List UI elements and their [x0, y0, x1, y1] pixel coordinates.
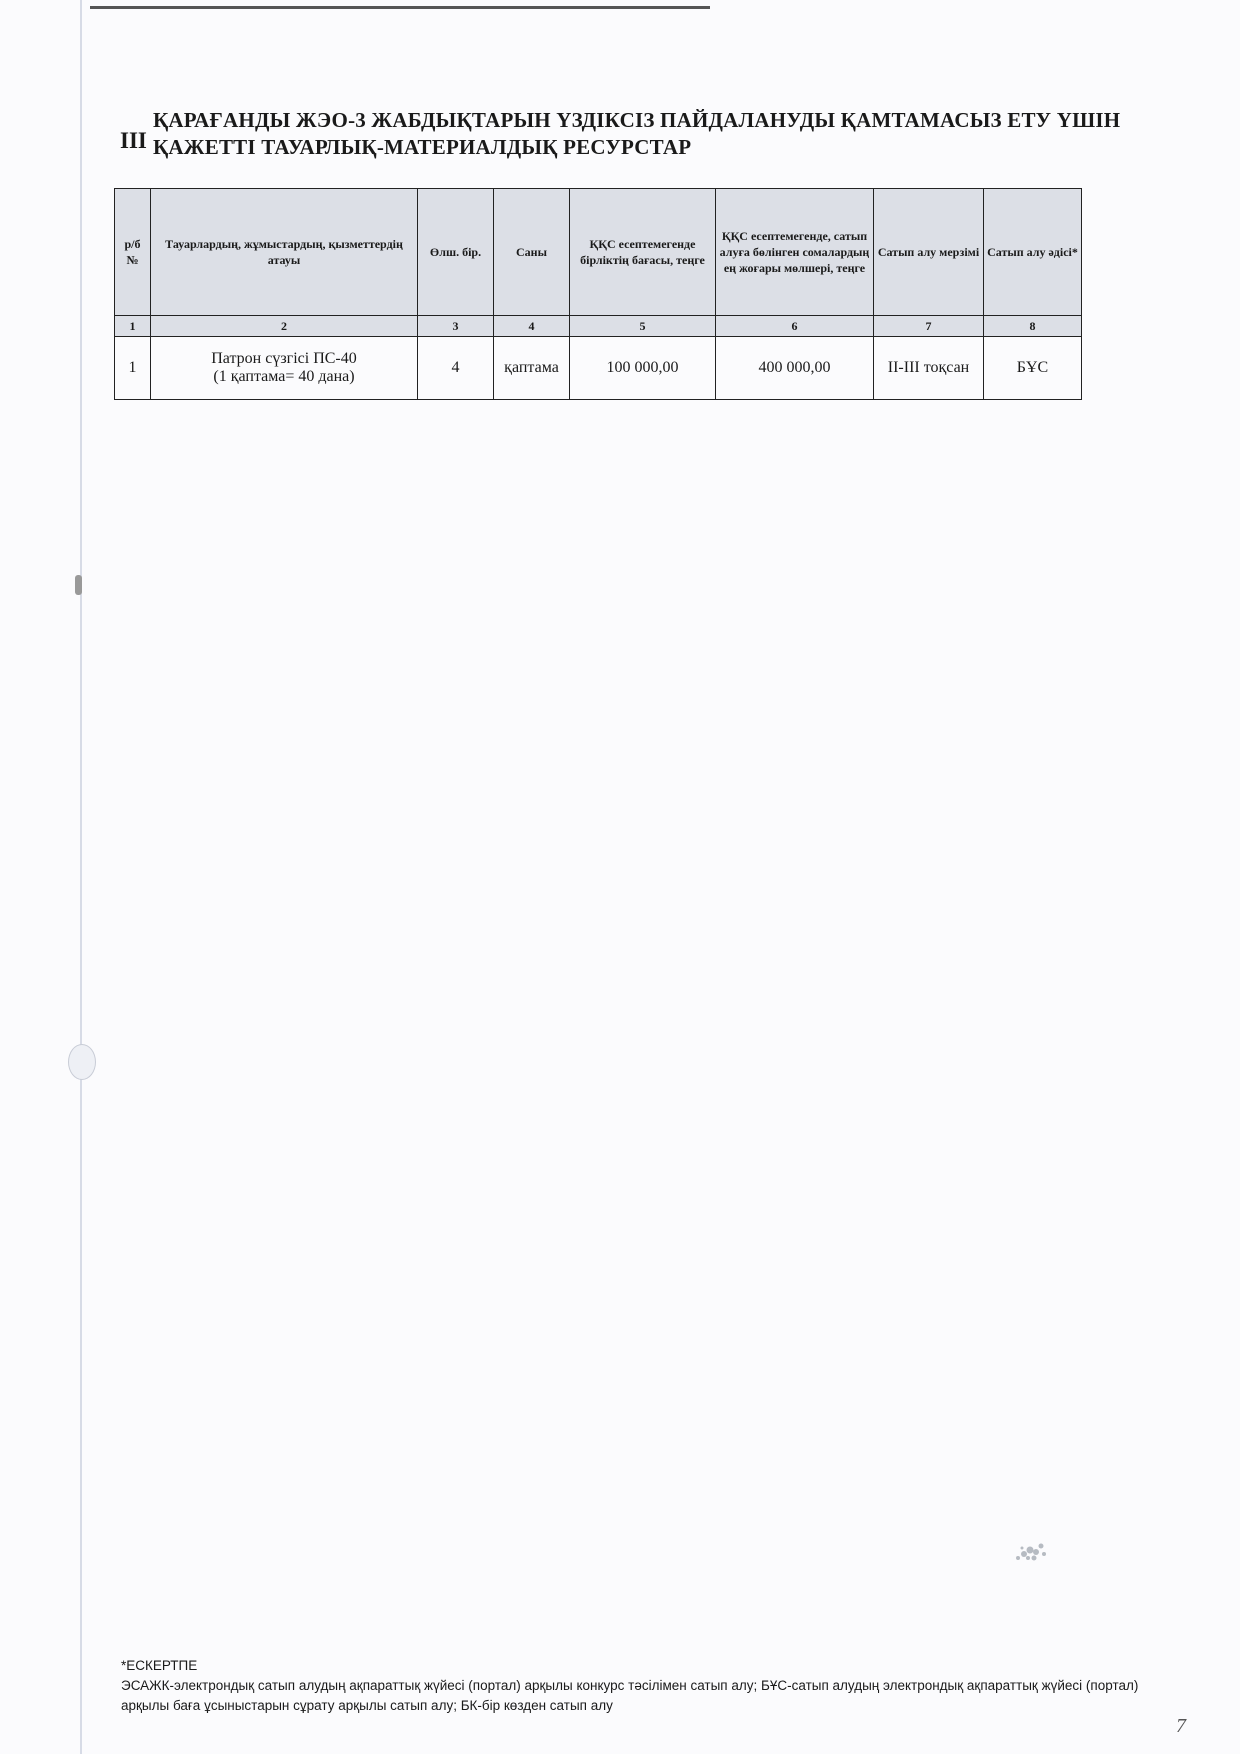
row-unit: 4: [418, 337, 494, 400]
column-number: 1: [115, 316, 151, 337]
table-row: [115, 337, 1082, 400]
item-name: Патрон сүзгісі ПС-40: [211, 350, 357, 367]
row-period: II-III тоқсан: [874, 337, 984, 400]
footnote-title: *ЕСКЕРТПЕ: [121, 1658, 198, 1673]
footnote: [121, 1656, 1141, 1716]
ink-smudge: [1008, 1536, 1052, 1566]
section-number: III: [120, 128, 147, 153]
column-number: 5: [570, 316, 716, 337]
title-line-1: ҚАРАҒАНДЫ ЖЭО-3 ЖАБДЫҚТАРЫН ҮЗДІКСІЗ ПАЙДАЛАНУДЫ ҚАМТАМАСЫЗ ЕТУ ҮШІН: [153, 108, 1121, 132]
header-unit: Өлш. бір.: [418, 189, 494, 316]
page-number: 7: [1176, 1715, 1186, 1737]
column-number: 8: [984, 316, 1082, 337]
title-line-2: ҚАЖЕТТІ ТАУАРЛЫҚ-МАТЕРИАЛДЫҚ РЕСУРСТАР: [153, 135, 692, 159]
binder-notch: [75, 575, 82, 595]
footnote-text: ЭСАЖК-электрондық сатып алудың ақпараттық жүйесі (портал) арқылы конкурс тәсілімен сатып алу; БҰС-сатып алудың электрондық ақпараттық жүйесі (портал) арқылы баға ұсыныстарын сұрату арқылы сатып алу; БК-бір көзден сатып алу: [121, 1678, 1139, 1713]
resources-table: [114, 188, 1082, 400]
row-quantity: қаптама: [494, 337, 570, 400]
header-method: Сатып алу әдісі*: [984, 189, 1082, 316]
header-index: р/б №: [115, 189, 151, 316]
header-row: [115, 189, 1082, 316]
column-number: 3: [418, 316, 494, 337]
scan-top-edge: [90, 6, 710, 9]
punch-hole: [68, 1044, 96, 1080]
row-index: 1: [115, 337, 151, 400]
item-package-note: (1 қаптама= 40 дана): [213, 368, 355, 385]
header-period: Сатып алу мерзімі: [874, 189, 984, 316]
header-name: Тауарлардың, жұмыстардың, қызметтердің атауы: [151, 189, 418, 316]
column-number-row: [115, 316, 1082, 337]
header-max-amount: ҚҚС есептемегенде, сатып алуға бөлінген сомалардың ең жоғары мөлшері, теңге: [716, 189, 874, 316]
column-number: 2: [151, 316, 418, 337]
column-number: 7: [874, 316, 984, 337]
header-quantity: Саны: [494, 189, 570, 316]
row-max-amount: 400 000,00: [716, 337, 874, 400]
header-unit-price: ҚҚС есептемегенде бірліктің бағасы, теңге: [570, 189, 716, 316]
column-number: 6: [716, 316, 874, 337]
row-unit-price: 100 000,00: [570, 337, 716, 400]
left-margin-line: [80, 0, 82, 1754]
row-item-name: [151, 337, 418, 400]
row-method: БҰС: [984, 337, 1082, 400]
column-number: 4: [494, 316, 570, 337]
